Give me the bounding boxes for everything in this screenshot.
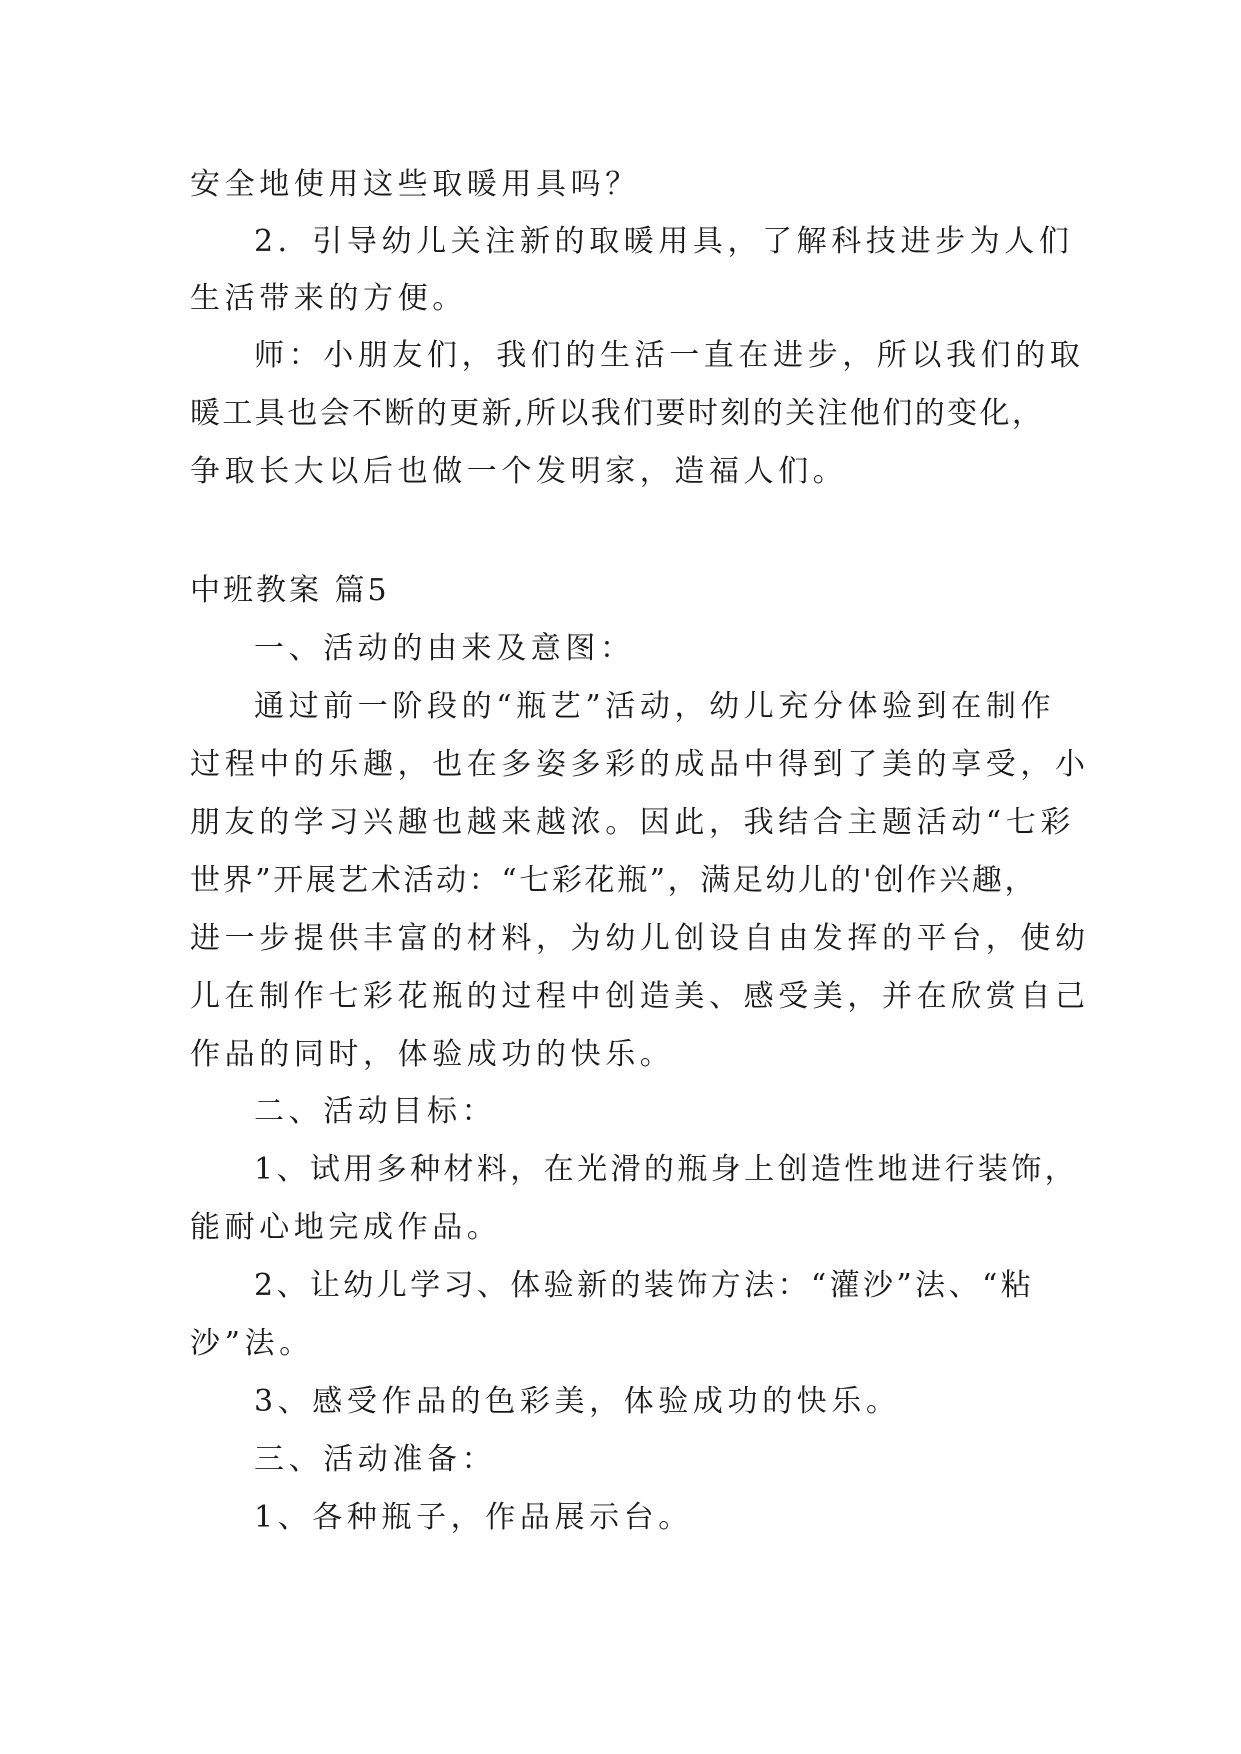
text-line: 沙”法。 [190, 1326, 314, 1361]
text-line: 进一步提供丰富的材料，为幼儿创设自由发挥的平台，使幼 [190, 921, 1090, 956]
text-line: 安全地使用这些取暖用具吗？ [190, 167, 640, 202]
text-line: 生活带来的方便。 [190, 281, 467, 316]
text-line: 2、让幼儿学习、体验新的装饰方法：“灌沙”法、“粘 [254, 1268, 1035, 1303]
text-line: 2．引导幼儿关注新的取暖用具，了解科技进步为人们 [254, 224, 1074, 259]
text-line: 三、活动准备： [254, 1442, 497, 1477]
text-line: 3、感受作品的色彩美，体验成功的快乐。 [254, 1384, 901, 1419]
text-line: 通过前一阶段的“瓶艺”活动，幼儿充分体验到在制作 [254, 689, 1056, 724]
text-line: 朋友的学习兴趣也越来越浓。因此，我结合主题活动“七彩 [190, 805, 1075, 840]
text-line: 二、活动目标： [254, 1094, 497, 1129]
section-heading: 中班教案 篇5 [190, 573, 390, 608]
text-line: 世界”开展艺术活动：“七彩花瓶”，满足幼儿的'创作兴趣， [190, 863, 1038, 898]
text-line: 暖工具也会不断的更新,所以我们要时刻的关注他们的变化， [190, 396, 1045, 431]
text-line: 争取长大以后也做一个发明家，造福人们。 [190, 454, 848, 489]
text-line: 一、活动的由来及意图： [254, 631, 635, 666]
text-line: 师：小朋友们，我们的生活一直在进步，所以我们的取 [254, 338, 1085, 373]
text-line: 作品的同时，体验成功的快乐。 [190, 1037, 675, 1072]
text-line: 能耐心地完成作品。 [190, 1210, 502, 1245]
text-line: 1、各种瓶子，作品展示台。 [254, 1500, 693, 1535]
text-line: 1、试用多种材料，在光滑的瓶身上创造性地进行装饰， [254, 1152, 1079, 1187]
text-line: 过程中的乐趣，也在多姿多彩的成品中得到了美的享受，小 [190, 747, 1090, 782]
text-line: 儿在制作七彩花瓶的过程中创造美、感受美，并在欣赏自己 [190, 979, 1090, 1014]
